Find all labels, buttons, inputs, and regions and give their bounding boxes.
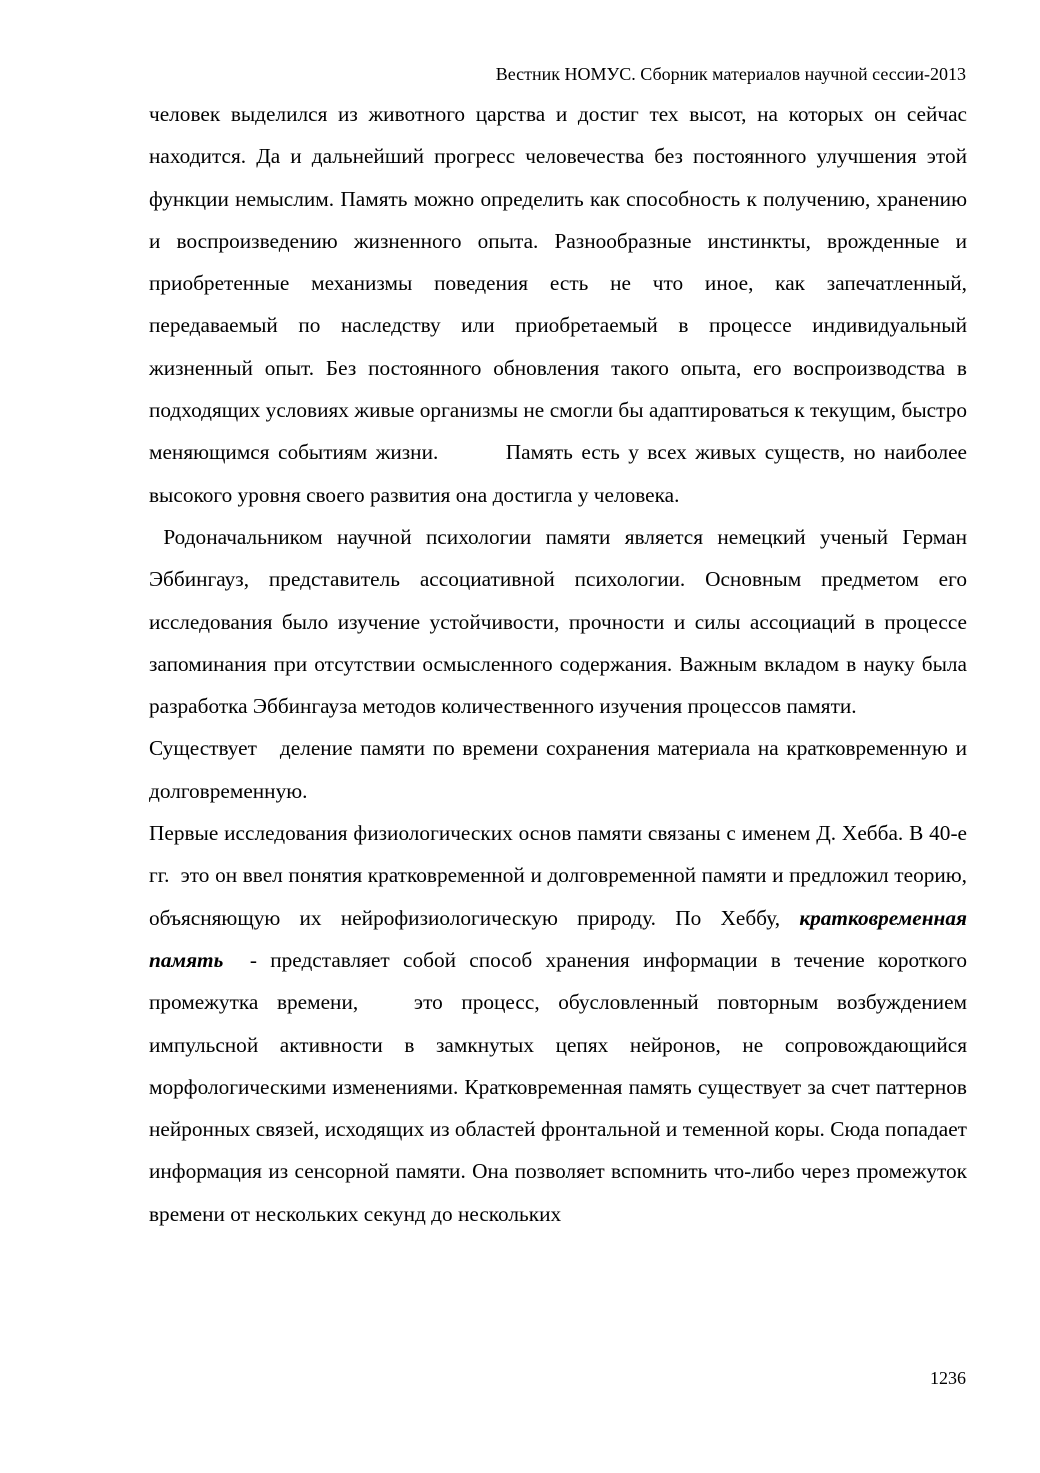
paragraph: Существует деление памяти по времени сохранения материала на кратковременную и долговременную. — [149, 736, 967, 803]
running-header: Вестник НОМУС. Сборник материалов научной сессии-2013 — [495, 64, 966, 84]
page-number: 1236 — [930, 1368, 966, 1388]
paragraph — [149, 812, 967, 1235]
paragraph: человек выделился из животного царства и достиг тех высот, на которых он сейчас находится. Да и дальнейший прогресс человечества без постоянного улучшения этой функции немыслим. Память можно определить как способность к получению, хранению и воспроизведению жизненного опыта. Разнообразные инстинкты, врожденные и приобретенные механизмы поведения есть не что иное, как запечатленный, передаваемый по наследству или приобретаемый в процессе индивидуальный жизненный опыт. Без постоянного обновления такого опыта, его воспроизводства в подходящих условиях живые организмы не смогли бы адаптироваться к текущим, быстро меняющимся событиям жизни. Память есть у всех живых существ, но наиболее высокого уровня своего развития она достигла у человека. — [149, 102, 967, 507]
paragraph-text: Первые исследования физиологических основ памяти связаны с именем Д. Хебба. В 40-е гг. это он ввел понятия кратковременной и долговременной памяти и предложил теорию, объясняющую их нейрофизиологическую природу. По Хеббу, — [149, 821, 967, 930]
body-text — [149, 93, 967, 1235]
paragraph: Родоначальником научной психологии памяти является немецкий ученый Герман Эббингауз, представитель ассоциативной психологии. Основным предметом его исследования было изучение устойчивости, прочности и силы ассоциаций в процессе запоминания при отсутствии осмысленного содержания. Важным вкладом в науку была разработка Эббингауза методов количественного изучения процессов памяти. — [149, 524, 967, 719]
emphasized-term: кратковременная память — [149, 905, 967, 972]
paragraph-text: - представляет собой способ хранения информации в течение короткого промежутка времени, это процесс, обусловленный повторным возбуждением импульсной активности в замкнутых цепях нейронов, не сопровождающийся морфологическими изменениями. Кратковременная память существует за счет паттернов нейронных связей, исходящих из областей фронтальной и теменной коры. Сюда попадает информация из сенсорной памяти. Она позволяет вспомнить что-либо через промежуток времени от нескольких секунд до нескольких — [149, 947, 967, 1226]
